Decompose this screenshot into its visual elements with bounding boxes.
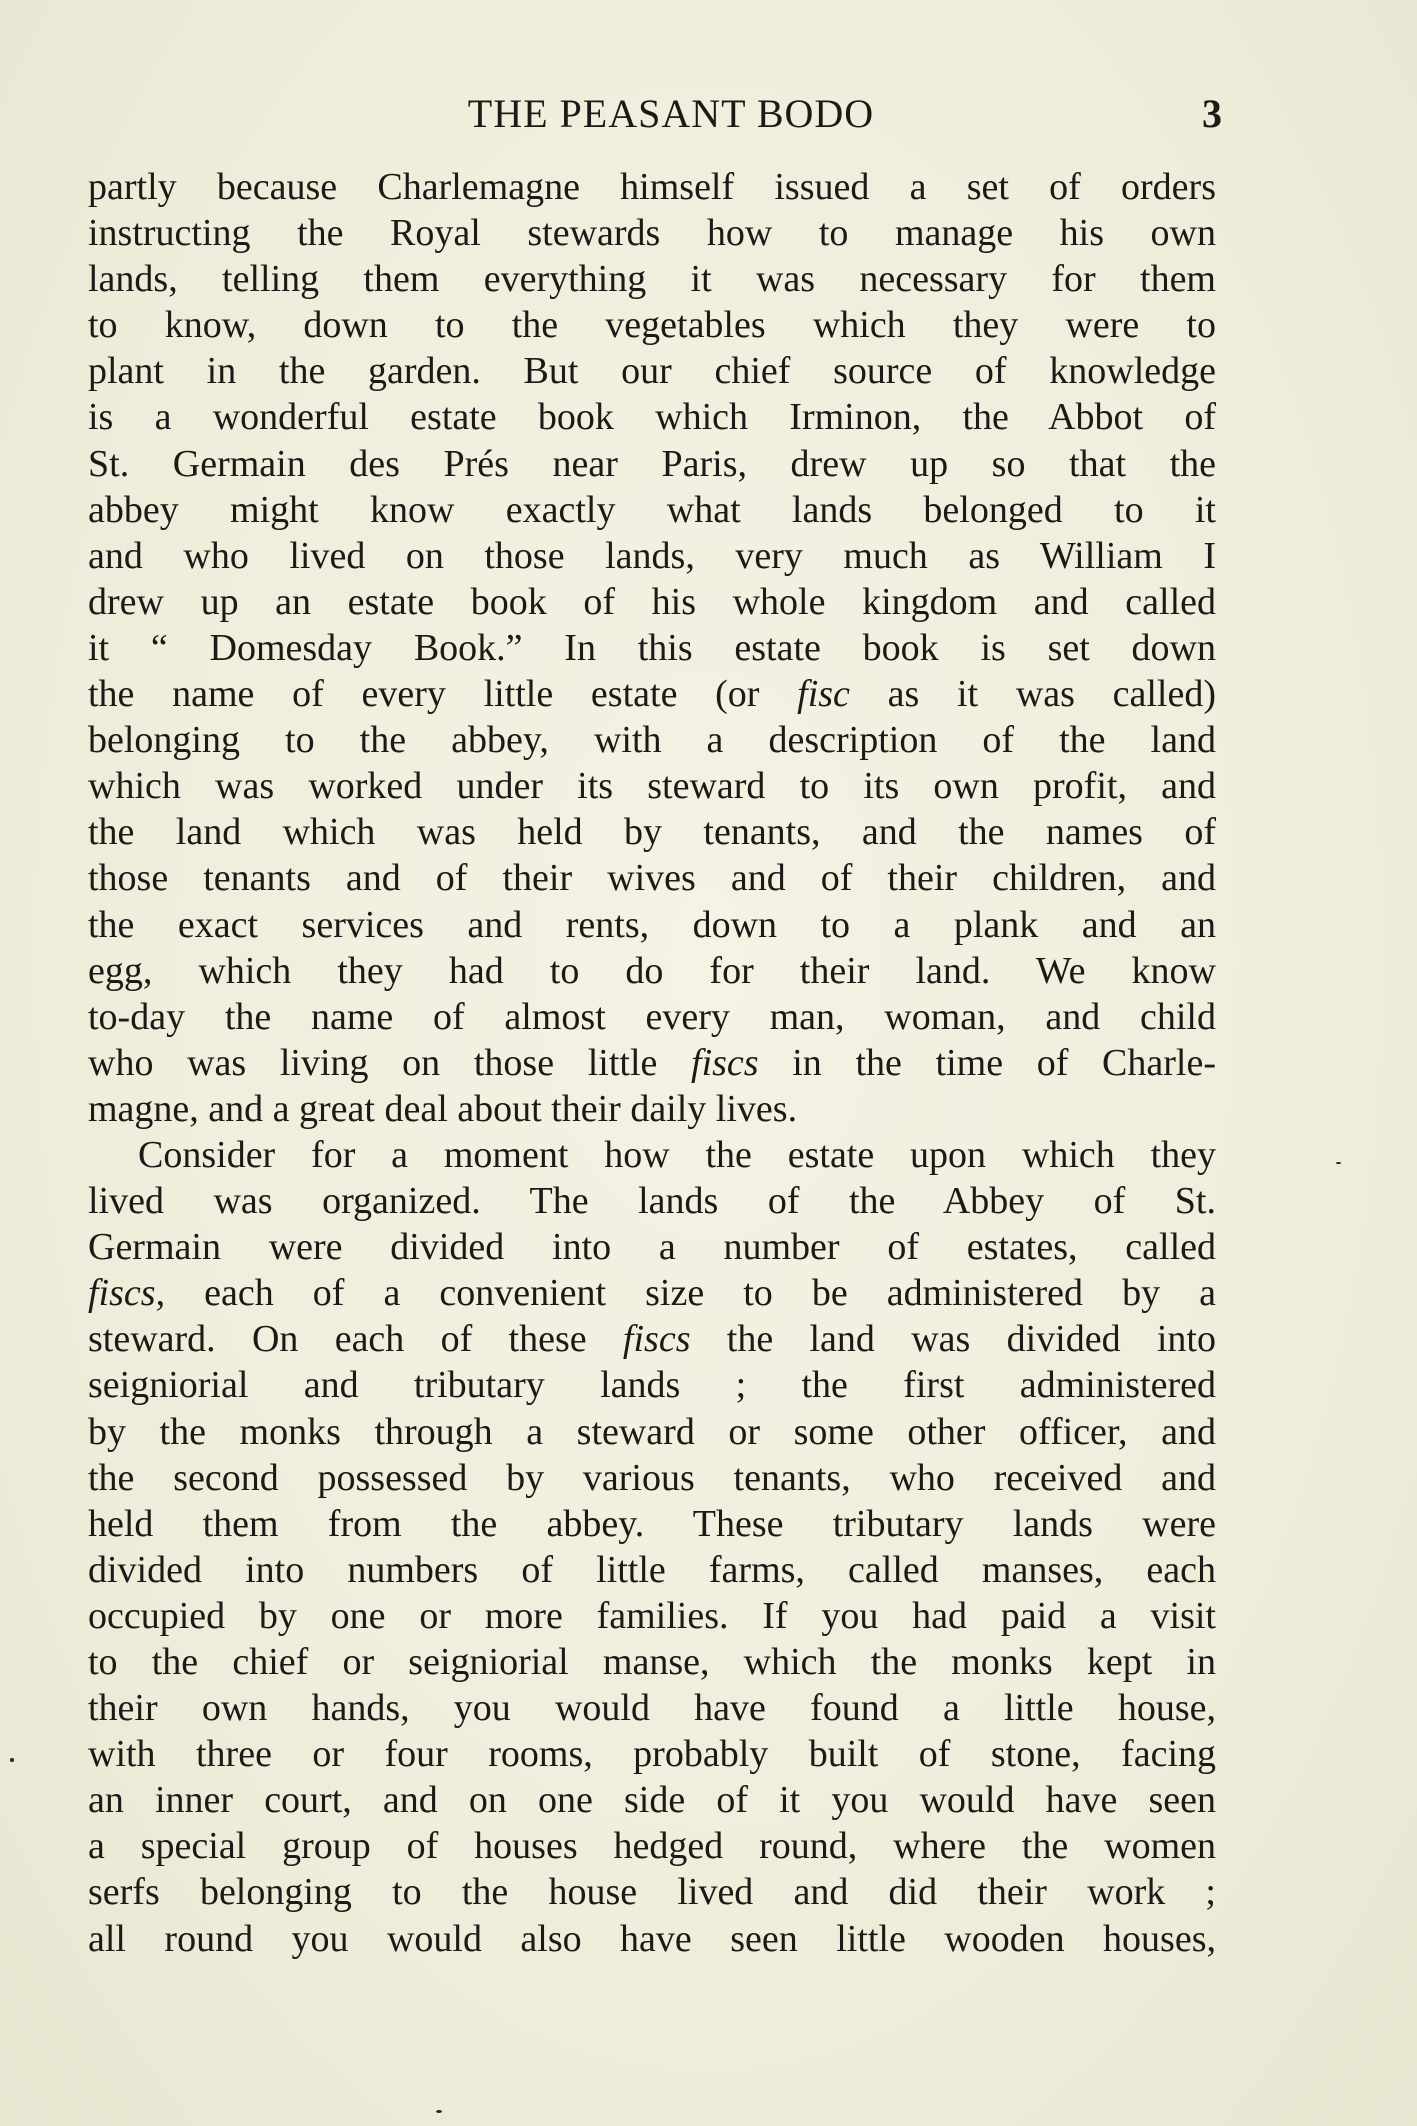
text-line: the name of every little estate (or fisc as it was called) — [88, 673, 1216, 716]
text-line: to-day the name of almost every man, woman, and child — [88, 995, 1216, 1038]
body-text — [88, 164, 1216, 1962]
text-line: it “ Domesday Book.” In this estate book is set down — [88, 626, 1216, 669]
text-line: instructing the Royal stewards how to manage his own — [88, 212, 1216, 255]
text-line: the second possessed by various tenants, who received and — [88, 1456, 1216, 1499]
text-line: St. Germain des Prés near Paris, drew up so that the — [88, 442, 1216, 485]
text-line: all round you would also have seen little wooden houses, — [88, 1917, 1216, 1960]
text-line: lands, telling them everything it was necessary for them — [88, 258, 1216, 301]
text-line: an inner court, and on one side of it you would have seen — [88, 1779, 1216, 1822]
text-line: partly because Charlemagne himself issued a set of orders — [88, 166, 1216, 208]
text-line: Consider for a moment how the estate upon which they — [138, 1133, 1216, 1176]
text-line: to know, down to the vegetables which they were to — [88, 304, 1216, 347]
text-line: to the chief or seigniorial manse, which the monks kept in — [88, 1641, 1216, 1683]
text-line: who was living on those little fiscs in the time of Charle- — [88, 1041, 1216, 1084]
text-line: is a wonderful estate book which Irminon, the Abbot of — [88, 396, 1216, 439]
text-line: with three or four rooms, probably built of stone, facing — [88, 1733, 1216, 1776]
text-line: magne, and a great deal about their daily lives. — [88, 1087, 798, 1130]
text-line: lived was organized. The lands of the Abbey of St. — [88, 1180, 1216, 1223]
text-line: belonging to the abbey, with a description of the land — [88, 719, 1216, 762]
running-title: THE PEASANT BODO — [467, 91, 875, 136]
text-line: abbey might know exactly what lands belonged to it — [88, 488, 1216, 531]
text-line: those tenants and of their wives and of their children, and — [88, 857, 1216, 900]
text-line: serfs belonging to the house lived and did their work ; — [88, 1871, 1216, 1914]
text-line: the exact services and rents, down to a plank and an — [88, 903, 1216, 946]
text-line: plant in the garden. But our chief source of knowledge — [88, 350, 1216, 393]
text-line: and who lived on those lands, very much as William I — [88, 534, 1216, 577]
text-line: the land which was held by tenants, and the names of — [88, 811, 1216, 854]
ink-speck — [10, 1758, 14, 1762]
text-line: held them from the abbey. These tributary lands were — [88, 1502, 1216, 1545]
text-line: a special group of houses hedged round, where the women — [88, 1825, 1216, 1868]
text-line: by the monks through a steward or some other officer, and — [88, 1410, 1216, 1453]
text-line: drew up an estate book of his whole kingdom and called — [88, 580, 1216, 623]
text-line: seigniorial and tributary lands ; the first administered — [88, 1364, 1216, 1407]
text-line: egg, which they had to do for their land. We know — [88, 949, 1216, 992]
page-number: 3 — [1202, 91, 1222, 136]
text-line: steward. On each of these fiscs the land was divided into — [88, 1318, 1216, 1361]
ink-speck — [1336, 1162, 1341, 1164]
text-line: Germain were divided into a number of estates, called — [88, 1226, 1216, 1269]
text-line: divided into numbers of little farms, called manses, each — [88, 1548, 1216, 1591]
ink-speck — [436, 2110, 442, 2113]
text-line: their own hands, you would have found a little house, — [88, 1687, 1216, 1730]
text-line: occupied by one or more families. If you had paid a visit — [88, 1594, 1216, 1637]
text-line: which was worked under its steward to its own profit, and — [88, 765, 1216, 808]
text-line: fiscs, each of a convenient size to be administered by a — [88, 1272, 1216, 1315]
running-head — [88, 86, 1222, 142]
